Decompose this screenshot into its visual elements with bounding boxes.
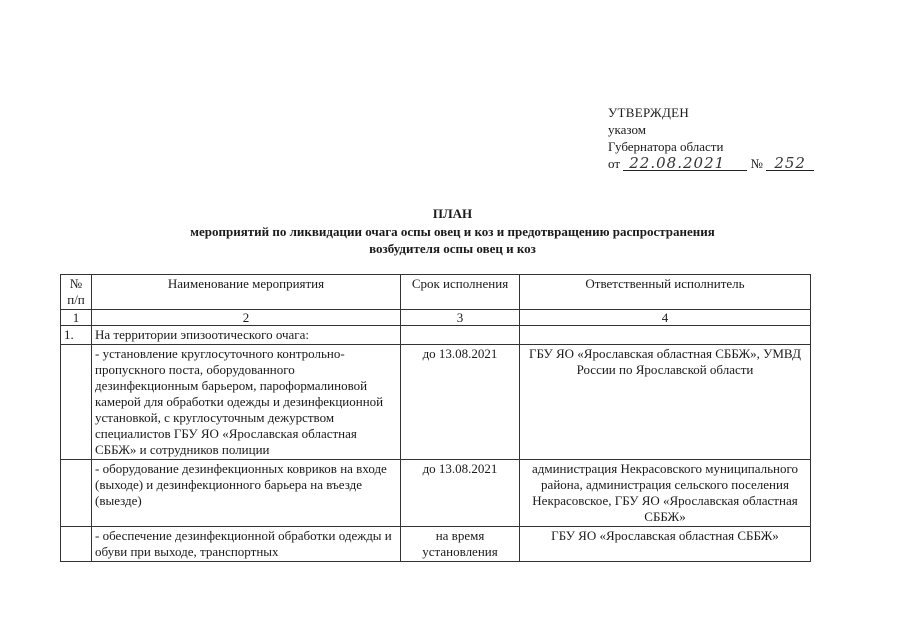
header-measure: Наименование мероприятия [92, 275, 401, 310]
plan-subtitle-1: мероприятий по ликвидации очага оспы овец и коз и предотвращению распространения [190, 224, 715, 239]
row-measure: - обеспечение дезинфекционной обработки одежды и обуви при выходе, транспортных [92, 527, 401, 562]
approval-heading: УТВЕРЖДЕН [608, 105, 690, 120]
col-number-4: 4 [520, 310, 811, 326]
row-deadline: до 13.08.2021 [401, 460, 520, 527]
number-prefix: № [750, 156, 763, 171]
plan-table [60, 274, 811, 562]
approval-governor: Губернатора области [608, 139, 724, 154]
column-numbers-row [61, 310, 811, 326]
row-deadline: на время установления [401, 527, 520, 562]
row-executor: ГБУ ЯО «Ярославская областная СББЖ» [520, 527, 811, 562]
row-executor: администрация Некрасовского муниципального района, администрация сельского поселения Некрасовское, ГБУ ЯО «Ярославская областная СББЖ» [520, 460, 811, 527]
from-prefix: от [608, 156, 621, 171]
table-row [61, 527, 811, 562]
approval-decree: указом [608, 122, 646, 137]
section-row [61, 326, 811, 345]
header-executor: Ответственный исполнитель [520, 275, 811, 310]
header-num: № п/п [61, 275, 92, 310]
handwritten-number: 252 [766, 156, 814, 171]
row-measure: - оборудование дезинфекционных ковриков на входе (выходе) и дезинфекционного барьера на въезде (выезде) [92, 460, 401, 527]
section-num: 1. [61, 326, 92, 345]
table-row [61, 460, 811, 527]
row-executor: ГБУ ЯО «Ярославская областная СББЖ», УМВД России по Ярославской области [520, 345, 811, 460]
row-measure: - установление круглосуточного контрольно-пропускного поста, оборудованного дезинфекционным барьером, пароформалиновой камерой для обработки одежды и дезинфекционной установкой, с круглосуточным дежурством специалистов ГБУ ЯО «Ярославская областная СББЖ» и сотрудников полиции [92, 345, 401, 460]
header-deadline: Срок исполнения [401, 275, 520, 310]
col-number-1: 1 [61, 310, 92, 326]
col-number-2: 2 [92, 310, 401, 326]
section-text: На территории эпизоотического очага: [92, 326, 401, 345]
plan-subtitle-2: возбудителя оспы овец и коз [369, 241, 536, 256]
approval-date-line [608, 155, 814, 172]
table-row [61, 345, 811, 460]
table-header-row [61, 275, 811, 310]
col-number-3: 3 [401, 310, 520, 326]
handwritten-date: 22.08.2021 [623, 156, 747, 171]
approval-block [608, 104, 814, 172]
plan-title: ПЛАН [432, 206, 473, 221]
row-deadline: до 13.08.2021 [401, 345, 520, 460]
